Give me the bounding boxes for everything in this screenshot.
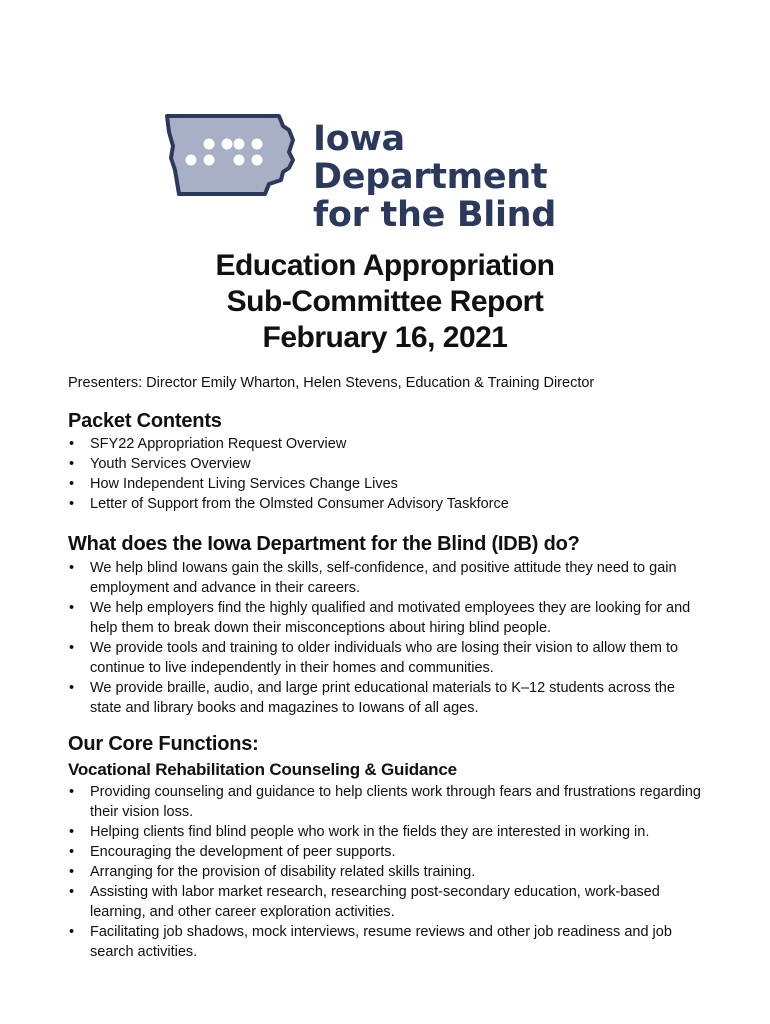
list-item: • Letter of Support from the Olmsted Consumer Advisory Taskforce — [68, 494, 708, 514]
core-functions-heading: Our Core Functions: — [68, 733, 259, 755]
logo-text — [313, 120, 615, 234]
list-item: • Providing counseling and guidance to help clients work through fears and frustrations regarding their vision loss. — [68, 782, 708, 822]
list-item: • Youth Services Overview — [68, 454, 708, 474]
title-line3: February 16, 2021 — [262, 321, 508, 354]
what-idb-does-list — [68, 558, 708, 718]
list-item: • Arranging for the provision of disability related skills training. — [68, 862, 708, 882]
list-item: • We help blind Iowans gain the skills, self-confidence, and positive attitude they need to gain employment and advance in their careers. — [68, 558, 708, 598]
list-item: • Encouraging the development of peer supports. — [68, 842, 708, 862]
vocational-rehab-subheading: Vocational Rehabilitation Counseling & Guidance — [68, 760, 457, 779]
logo — [165, 112, 615, 235]
list-item: • How Independent Living Services Change Lives — [68, 474, 708, 494]
what-idb-does-heading: What does the Iowa Department for the Blind (IDB) do? — [68, 533, 580, 555]
title-line2: Sub-Committee Report — [226, 285, 544, 318]
logo-name-line1: Iowa Department — [313, 119, 548, 197]
iowa-map-braille-icon — [165, 112, 300, 202]
list-item: • Helping clients find blind people who work in the fields they are interested in working in. — [68, 822, 708, 842]
title-line1: Education Appropriation — [215, 249, 555, 282]
packet-contents-heading: Packet Contents — [68, 410, 222, 432]
logo-name-line2: for the Blind — [313, 195, 557, 235]
list-item: • Facilitating job shadows, mock interviews, resume reviews and other job readiness and job search activities. — [68, 922, 708, 962]
presenters: Presenters: Director Emily Wharton, Helen Stevens, Education & Training Director — [68, 375, 595, 391]
list-item: • We provide braille, audio, and large print educational materials to K–12 students across the state and library books and magazines to Iowans of all ages. — [68, 678, 708, 718]
list-item: • We help employers find the highly qualified and motivated employees they are looking for and help them to break down their misconceptions about hiring blind people. — [68, 598, 708, 638]
list-item: • SFY22 Appropriation Request Overview — [68, 434, 708, 454]
packet-contents-list — [68, 434, 708, 514]
report-title — [0, 248, 770, 356]
list-item: • We provide tools and training to older individuals who are losing their vision to allow them to continue to live independently in their homes and communities. — [68, 638, 708, 678]
core-functions-list — [68, 782, 708, 962]
list-item: • Assisting with labor market research, researching post-secondary education, work-based learning, and other career exploration activities. — [68, 882, 708, 922]
